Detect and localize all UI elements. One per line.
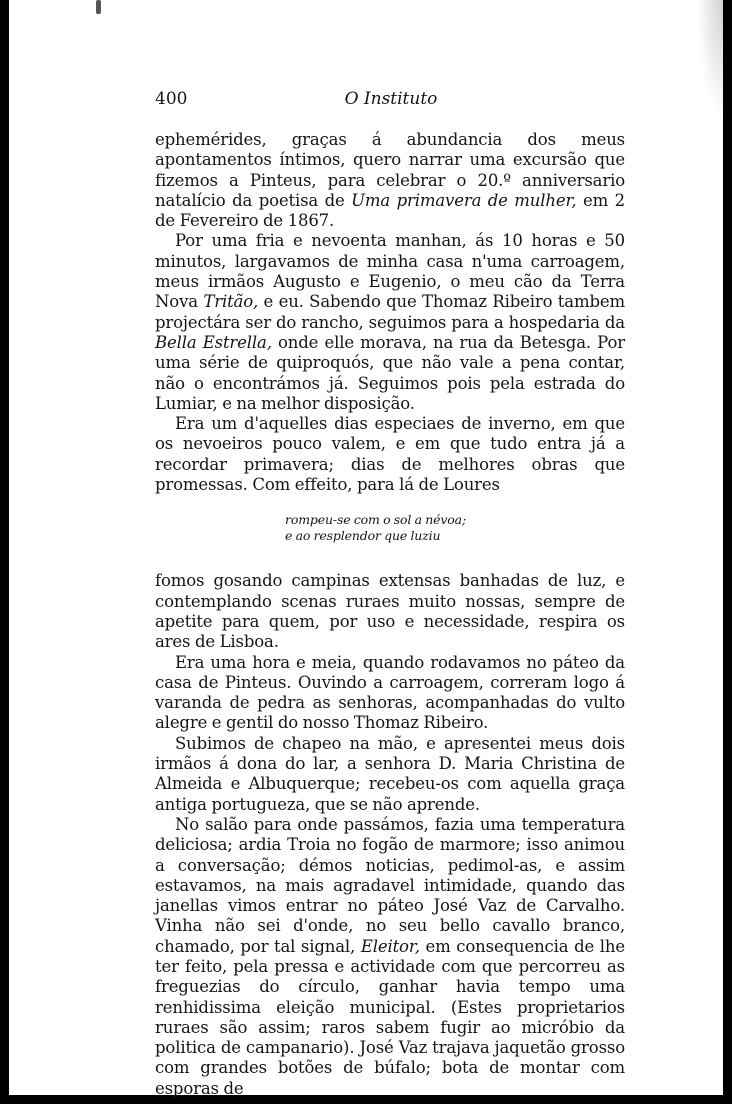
paragraph-continued: fomos gosando campinas extensas banhadas de luz, e contemplando scenas ruraes muito nossas, sempre de apetite para quem, por uso e necessidade, respira os ares de Lisboa. xyxy=(155,571,625,652)
paragraph: Era um d'aquelles dias especiaes de inverno, em que os nevoeiros pouco valem, e em que tudo entra já a recordar primavera; dias de melhores obras que promessas. Com effeito, para lá de Loures xyxy=(155,414,625,495)
paragraph: Por uma fria e nevoenta manhan, ás 10 horas e 50 minutos, largavamos de minha casa n'uma carroagem, meus irmãos Augusto e Eugenio, o meu cão da Terra Nova Tritão, e eu. Sabendo que Thomaz Ribeiro tambem projectára ser do rancho, seguimos para a hospedaria da Bella Estrella, onde elle morava, na rua da Betesga. Por uma série de quiproquós, que não vale a pena contar, não o encontrámos já. Seguimos pois pela estrada do Lumiar, e na melhor disposição. xyxy=(155,231,625,413)
inn-name: Bella Estrella, xyxy=(155,332,272,352)
verse-quote xyxy=(285,512,625,544)
paragraph: No salão para onde passámos, fazia uma temperatura deliciosa; ardia Troia no fogão de marmore; isso animou a conversação; démos noticias, pedimol-as, e assim estavamos, na mais agradavel intimidade, quando das janellas vimos entrar no páteo José Vaz de Carvalho. Vinha não sei d'onde, no seu bello cavallo branco, chamado, por tal signal, Eleitor, em consequencia de lhe ter feito, pela pressa e actividade com que percorreu as freguezias do círculo, ganhar havia tempo uma renhidissima eleição municipal. (Estes proprietarios ruraes são assim; raros sabem fugir ao micróbio da politica de campanario). José Vaz trajava jaquetão grosso com grandes botões de búfalo; bota de montar com esporas de xyxy=(155,814,625,1098)
verse-line: rompeu-se com o sol a névoa; xyxy=(285,512,467,528)
page-number: 400 xyxy=(155,89,188,109)
verse-line: e ao resplendor que luziu xyxy=(285,528,441,544)
page-header xyxy=(155,89,627,117)
horse-name: Eleitor, xyxy=(360,936,420,956)
scan-speck xyxy=(96,0,101,14)
paragraph: Subimos de chapeo na mão, e apresentei meus dois irmãos á dona do lar, a senhora D. Maria Christina de Almeida e Albuquerque; recebeu-os com aquella graça antiga portugueza, que se não aprende. xyxy=(155,733,625,814)
dog-name: Tritão, xyxy=(203,292,259,312)
paragraph: Era uma hora e meia, quando rodavamos no páteo da casa de Pinteus. Ouvindo a carroagem, correram logo á varanda de pedra as senhoras, acompanhadas do vulto alegre e gentil do nosso Thomaz Ribeiro. xyxy=(155,652,625,733)
body-text xyxy=(155,130,625,1099)
paragraph-continued: ephemérides, graças á abundancia dos meus apontamentos íntimos, quero narrar uma excursão que fizemos a Pinteus, para celebrar o 20.º anniversario natalício da poetisa de Uma primavera de mulher, em 2 de Fevereiro de 1867. xyxy=(155,130,625,231)
book-title: Uma primavera de mulher, xyxy=(351,190,577,210)
scan-shadow xyxy=(697,0,723,120)
running-title: O Instituto xyxy=(344,89,438,109)
